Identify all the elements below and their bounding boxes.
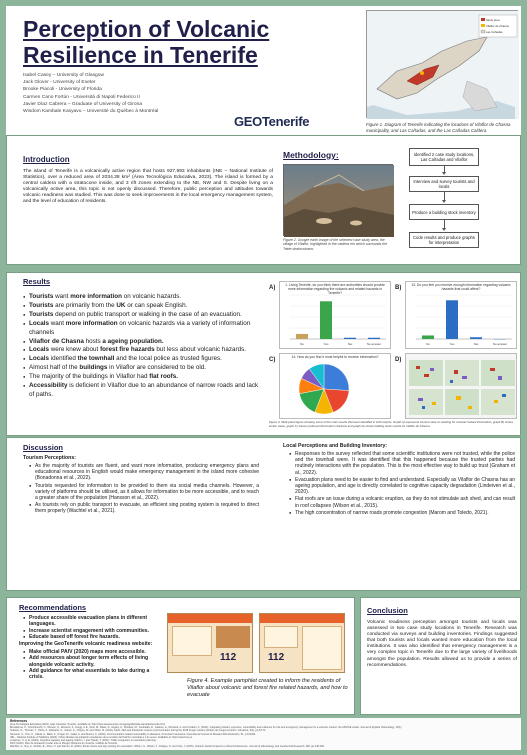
legend-study-area: Study area [486,18,500,22]
pie-slice [324,364,349,391]
flow-step-1: Identified 2 case study locations, Las Cañadas and Vilaflor [409,148,479,166]
reference-item: INE – National Institute of Statistics (2023). Cifras oficiales de población resultantes de la revisión del Padrón municipal a 1 de enero. Available at: https://www.ine.es [10,735,193,739]
flow-arrow-2 [444,192,445,201]
case-study-photo [283,164,393,236]
tick-label: No answer [366,342,382,346]
bar [422,335,434,339]
tourism-item: ● Tourists requested for information to be provided to them via social media channels. However, a variety of platforms should be utilised, as it allows for information to be more accessible, and to reach a greater share of the population (Hansson et al., 2022). [29,483,259,502]
flow-arrow-3 [444,220,445,229]
pamphlet-band [260,614,344,623]
pamphlet-band [168,614,252,623]
bar [446,300,458,339]
tick-label: No [300,342,304,346]
recommendations-list [23,615,159,640]
aerial-photo-graphic [284,165,394,237]
website-item: ● Add guidance for what essentials to take during a crisis. [23,668,159,681]
reference-item: Graham, O., Thomas, T., Hicks, A., Edwards, S., Juarez, A., Chigna, W. and Viñas, M. (2022). Facts, faith and Facebook: science communication during the 2018 Fuego volcano (Volcán de Fuego) eruption. Volcanica, 5(1), pp.53-72. [10,729,267,733]
author: Carmen Cano Fortún - Università di Napoli Federico II [23,94,140,100]
recommendation-item: ● Produce accessible evacuation plans in different languages. [23,615,159,628]
website-item: ● Add resources about longer term effects of living alongside volcanic activity. [23,655,159,668]
legend-vilaflor: Vilaflor de Chasna [486,24,509,28]
chart-a-title: 1. Living Tenerife, do you think there are authorities should provide more information regarding the volcanic and related hazards in Tenerife? [285,283,385,295]
reference-item: Wachtel, G., Noy, A., Dubois, E., Zhou, H. and Farmer, R. (2021). Route choice and sign posting for evacuation. Wilson, G., Wilson, T., Deligne, N. and Cole, J. (2015). Volcanic hazard impacts to critical infrastructure. Journal of Volcanology and Geothermal Research, 286, pp.148-182. [10,745,325,749]
pamphlet-content [264,626,298,648]
logo-text: GEOTenerife [234,114,310,129]
title-panel [6,6,521,156]
reference-item: Bonadonna, C., Frischknecht, C., Menoni, S., Romerio, F., Gregg, C.E., Rosi, M., Biass, S., Asgary, A., Pistolesi, M., Guobadia, D., Gattuso, A., Ricciardi, A. and Cristiani, C. (2021). Integrating hazard, exposure, vulnerability and resilience for risk and emergency management in a volcanic context: the ADVISE model. Journal of Applied Volcanology, 10(1). [10,726,403,730]
result-item: ● Tourists depend on public transport or walking in the case of an evacuation. [23,311,263,320]
results-heading: Results [23,277,51,286]
author: Javier Díaz Cabrera – Graduate of University of Girona [23,101,143,107]
discussion-panel [6,437,521,591]
result-item: ● The majority of the buildings in Vilaflor had flat roofs. [23,373,263,382]
result-item: ● Tourists want more information on volcanic hazards. [23,293,263,302]
tenerife-map [366,10,518,118]
geotenerife-logo [234,114,309,129]
tourism-item: ● As tourists rely on public transport to evacuate, an efficient sing posting system is required to direct them properly (Wachtel et al., 2021). [29,502,259,514]
pamphlet-number: 112 [220,652,237,663]
reference-item: Lindeiven, S. et al. (2020). Cognitive capacity and ageing. Marom, I. and Toledo, T. (2021). Traffic congestion in evacuation planning. [10,739,157,743]
tick-label: Yes [323,342,329,346]
tourism-heading: Tourism Perceptions: [23,455,76,461]
tick-label: No [426,342,430,346]
flow-step-2: Interview and survey tourists and locals [409,176,479,192]
conclusion-panel [360,597,521,715]
author: Isabel Casey – University of Glasgow [23,73,105,78]
local-item: ● The high concentration of narrow roads promote congestion (Marom and Toledo, 2021). [289,510,515,516]
figure2-caption: Figure 2. Google earth image of the selected case study area, the village of Vilaflor, highlighted in the caldera rim which surrounds the Teide stratovolcano. [283,238,388,251]
chart-a-label: A) [269,285,276,291]
poster-title [23,16,313,68]
website-heading: Improving the GeoTenerife volcanic readiness website: [19,641,153,647]
bar [320,301,332,339]
reference-item: Hansson, S., Orru, K., Siibak, A., Bäck, A., Krüger, M., Gabel, F. and Morsut, C. (2020). Communication-related vulnerability to disasters: A heuristic framework. International Journal of Disaster Risk Reduction, 51, p.101931. [10,732,257,736]
tick-label: Nei [473,342,479,346]
chart-c [279,353,391,419]
chart-b [405,281,517,349]
tick-label: Nei [347,342,353,346]
pamphlet-content [172,626,212,656]
figure3-caption: Figure 3. Multi-panel figure showing some of the main results that were identified in both reports. Graph A) represents tourist's view on wanting for volcanic hazard information, graph B) shows locals' views, graph C) shows preferred information channels and graph D) shows building stock results for Vilaflor de Chasna. [269,420,514,428]
building-stock-maps [405,353,517,419]
pamphlet-content [302,626,342,670]
local-list [289,451,515,516]
introduction-heading: Introduction [23,155,70,164]
chart-a [279,281,391,349]
bar [368,338,380,339]
flow-arrow-1 [444,166,445,173]
result-item: ● Locals were knew about forest fire hazards but less about volcanic hazards. [23,346,263,355]
pamphlet-page-1 [167,613,253,673]
methodology-heading: Methodology: [283,150,339,160]
result-item: ● Tourists are primarily from the UK or can speak English. [23,302,263,311]
chart-c-label: C) [269,357,276,363]
references-panel [6,718,521,750]
recommendation-item: ● Educate based off forest fire hazards. [23,634,159,640]
building-map-graphic [406,354,518,420]
reference-item: Área Tecnológica Educativa (2023). Islas Canarias. Tenerife. Available at: http://www.areaciencias.com/geografia/islas-canarias/tenerife.html [10,723,165,726]
title-line-1: Perception of Volcanic [23,16,270,42]
local-item: ● Flat roofs are an issue during a volcanic eruption, as they do not stimulate ash shed, and can result in roof collapses (Wilson et al., 2015). [289,496,515,508]
pamphlet-image [216,626,250,648]
result-item: ● Accessibility is deficient in Vilaflor due to an abundance of narrow roads and lack of paths. [23,382,263,400]
legend-canadas: Las Cañadas [486,30,503,34]
discussion-heading: Discussion [23,443,64,452]
introduction-text: The island of Tenerife is a volcanically active region that hosts 927,993 inhabitants (INE – National Institute of Statistics), over a reduced area of 2034.38 km² (Área Tecnológica Educativa, 2023). The island is formed by a central caldera with a stratocone inside, and 3 rift zones extending to the NE, NW and S. Despite living on a volcanically active area, this topic is not openly discussed. Therefore, public perception and attitudes towards volcanic readiness was studied. This was done to seek improvements in the local emergency management system, and the level of education of residents. [23,169,273,205]
author: Jack Glover - University of Exeter [23,80,96,86]
author: Wisdom Kambale Kasyavu – Université du Québec à Montréal [23,109,159,115]
flow-step-3: Produce a building stock inventory [409,204,479,220]
result-item: ● Locals want more information on volcanic hazards via a variety of information channels [23,320,263,338]
recommendations-panel [6,597,355,715]
tourism-item: ● As the majority of tourists are fluent, and want more information, producing emergency plans and educational resources in English would make emergency management in the island more cohesive (Bonadonna et al., 2022). [29,463,259,482]
chart-b-label: B) [395,285,402,291]
chart-b-title: 13. Do you feel you receive enough information regarding volcanic hazards that could affect? [411,283,511,291]
map-legend [486,17,518,35]
author-list [23,72,233,115]
local-heading: Local Perceptions and Building Inventory: [283,443,388,449]
website-item: ● Make official PAIV (2020) maps more accessible. [23,649,159,655]
recommendations-heading: Recommendations [19,603,87,612]
bar [296,334,308,339]
pamphlet-number: 112 [268,652,285,663]
bar [344,338,356,339]
tick-label: Yes [449,342,455,346]
chart-a-plot [280,292,390,348]
intro-methodology-panel [6,135,521,265]
recommendation-item: ● Increase scientist engagement with communities. [23,628,159,634]
figure1-caption: Figure 1. Diagram of Tenerife indicating the locations of Vilaflor de Chasna municipality, and Las Cañadas, and the Las Cañadas Caldera. [366,122,511,133]
figure4-caption: Figure 4. Example pamphlet created to inform the residents of Vilaflor about volcanic and forest fire related hazards, and how to evacuate [187,678,348,698]
conclusion-heading: Conclusion [367,606,408,615]
local-item: ● Responses to the survey reflected that some scientific institutions were not trusted, while the police and the townhall were. It was identified that this happened because the trusted parties had routinely interactions with the population. This is the most effective way to build up trust (Graham et al., 2022). [289,451,515,476]
local-item: ● Evacuation plans need to be easier to find and understand. Especially as Vilaflor de Chasna has an ageing population, and age is directly correlated to cognitive capacity degradation (Lindeiven et al., 2020). [289,477,515,496]
result-item: ● Almost half of the buildings in Vilaflor are considered to be old. [23,364,263,373]
chart-c-title: 14. How do you find it most helpful to receive information? [291,355,379,359]
chart-d-label: D) [395,357,402,363]
result-item: ● Locals identified the townhall and the local police as trusted figures. [23,355,263,364]
title-line-2: Resilience in Tenerife [23,42,258,68]
flow-step-4: Code results and produce graphs for interpretation [409,232,479,248]
results-panel [6,272,521,436]
chart-c-plot [280,360,390,418]
author: Brooke Piacoli - University of Florida [23,87,102,93]
references-heading: References [10,719,28,723]
results-list [23,293,263,400]
tourism-list [29,463,259,515]
reference-item: PAIV (2020). Plan de Actuación Insular ante el Riesgo Volcánico de Tenerife. Cabildo de Tenerife. [10,742,118,746]
pamphlet-page-2 [259,613,345,673]
conclusion-text: Volcanic readiness perception amongst tourists and locals was assessed in two case study locations in Tenerife. Research was conducted via surveys and building inventories. Findings suggested that both tourists and locals wanted more education from the local institutions. It was also identified that emergency management is a very complex topic in Tenerife due to the large variety of livelihoods amongst the population. Results allowed us to provide a series of recommendations. [367,620,517,668]
tick-label: No answer [492,342,508,346]
website-list [23,649,159,680]
bar [470,337,482,339]
result-item: ● Vilaflor de Chasna hosts a ageing population. [23,338,263,347]
chart-b-plot [406,292,516,348]
references-list [10,723,517,749]
